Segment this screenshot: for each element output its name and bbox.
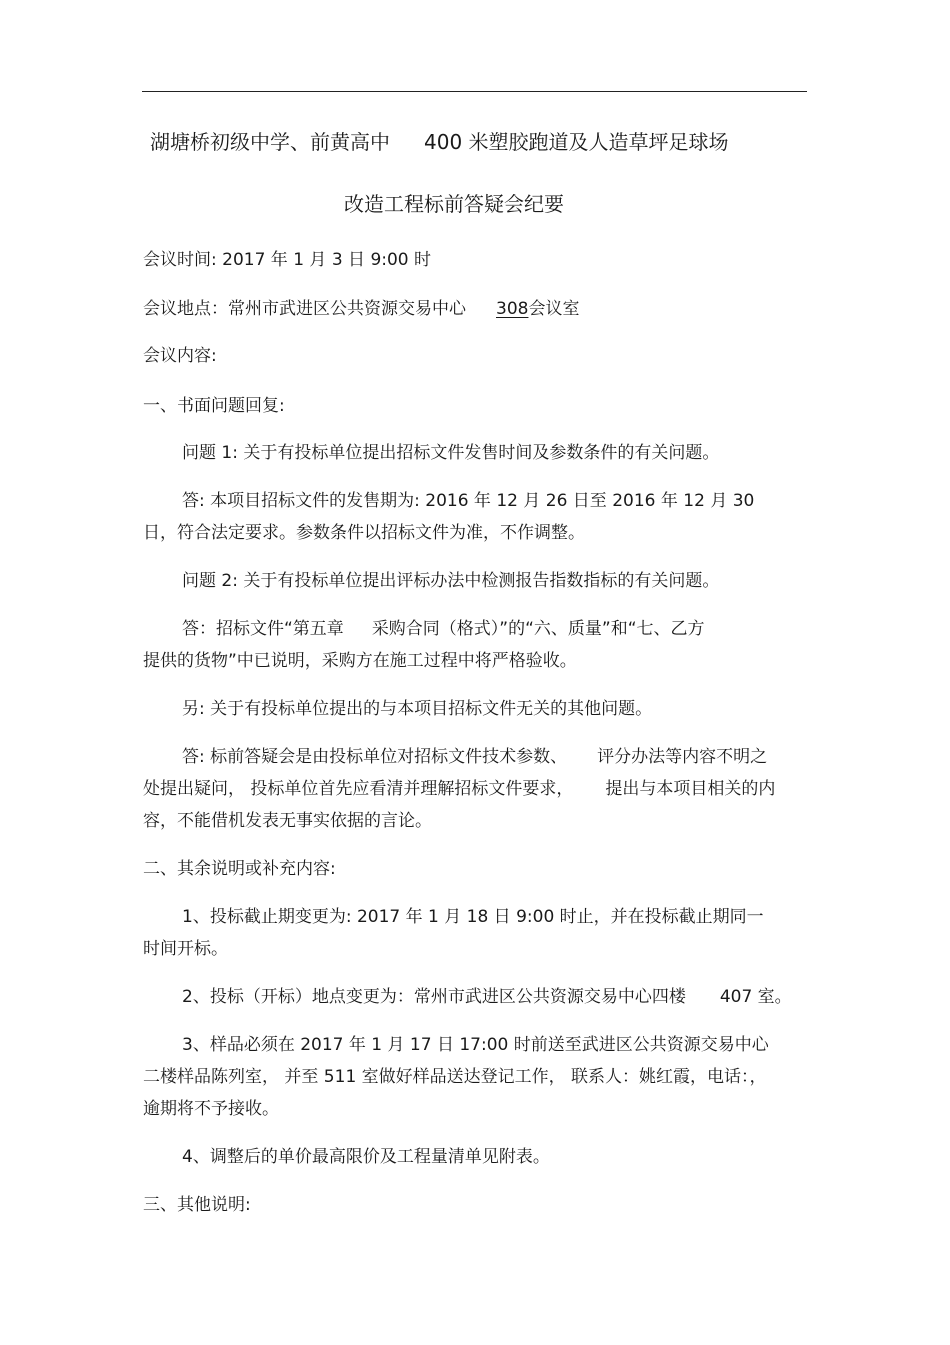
answer-2-line-2: 提供的货物”中已说明，采购方在施工过程中将严格验收。 bbox=[143, 651, 577, 671]
item-2 bbox=[182, 987, 792, 1007]
other-answer-2-b: 提出与本项目相关的内 bbox=[605, 779, 776, 799]
answer-2-part-a: 答：招标文件“第五章 bbox=[182, 619, 344, 639]
question-1: 问题 1: 关于有投标单位提出招标文件发售时间及参数条件的有关问题。 bbox=[182, 443, 720, 463]
title-part-a: 湖塘桥初级中学、前黄高中 bbox=[150, 130, 390, 154]
section-2-heading: 二、其余说明或补充内容: bbox=[143, 859, 336, 879]
item-1-line-2: 时间开标。 bbox=[143, 939, 228, 959]
other-answer-line-2 bbox=[143, 779, 775, 799]
location-text: 会议地点：常州市武进区公共资源交易中心 bbox=[143, 299, 466, 319]
answer-1-line-1: 答: 本项目招标文件的发售期为: 2016 年 12 月 26 日至 2016 年 12 月 30 bbox=[182, 491, 755, 511]
title-part-b: 400 米塑胶跑道及人造草坪足球场 bbox=[424, 130, 729, 154]
other-question: 另: 关于有投标单位提出的与本项目招标文件无关的其他问题。 bbox=[182, 699, 653, 719]
item-3-line-3: 逾期将不予接收。 bbox=[143, 1099, 279, 1119]
meeting-location bbox=[143, 299, 579, 319]
meeting-content-label: 会议内容: bbox=[143, 346, 217, 366]
other-answer-1-a: 答: 标前答疑会是由投标单位对招标文件技术参数、 bbox=[182, 747, 568, 767]
meeting-time: 会议时间: 2017 年 1 月 3 日 9:00 时 bbox=[143, 250, 432, 270]
other-answer-line-1 bbox=[182, 747, 767, 767]
answer-1-line-2: 日，符合法定要求。参数条件以招标文件为准，不作调整。 bbox=[143, 523, 585, 543]
section-3-heading: 三、其他说明: bbox=[143, 1195, 251, 1215]
answer-2-line-1 bbox=[182, 619, 705, 639]
question-2: 问题 2: 关于有投标单位提出评标办法中检测报告指数指标的有关问题。 bbox=[182, 571, 720, 591]
location-room: 308 bbox=[496, 299, 529, 319]
other-answer-line-3: 容，不能借机发表无事实依据的言论。 bbox=[143, 811, 432, 831]
other-answer-2-a: 处提出疑问， 投标单位首先应看清并理解招标文件要求， bbox=[143, 779, 574, 799]
answer-2-part-b: 采购合同（格式）”的“六、质量”和“七、乙方 bbox=[371, 619, 705, 639]
item-3-line-1: 3、样品必须在 2017 年 1 月 17 日 17:00 时前送至武进区公共资源交易中心 bbox=[182, 1035, 769, 1055]
header-rule bbox=[142, 91, 807, 92]
item-1-line-1: 1、投标截止期变更为: 2017 年 1 月 18 日 9:00 时止，并在投标截止期同一 bbox=[182, 907, 764, 927]
item-2-room: 407 室。 bbox=[719, 987, 792, 1007]
item-2-text: 2、投标（开标）地点变更为：常州市武进区公共资源交易中心四楼 bbox=[182, 987, 686, 1007]
item-4: 4、调整后的单价最高限价及工程量清单见附表。 bbox=[182, 1147, 550, 1167]
item-3-line-2: 二楼样品陈列室， 并至 511 室做好样品送达登记工作， 联系人：姚红霞，电话：， bbox=[143, 1067, 767, 1087]
title-line-2: 改造工程标前答疑会纪要 bbox=[344, 192, 564, 216]
other-answer-1-b: 评分办法等内容不明之 bbox=[597, 747, 768, 767]
location-suffix: 会议室 bbox=[528, 299, 580, 319]
title-line-1 bbox=[150, 130, 729, 154]
section-1-heading: 一、书面问题回复: bbox=[143, 396, 285, 416]
